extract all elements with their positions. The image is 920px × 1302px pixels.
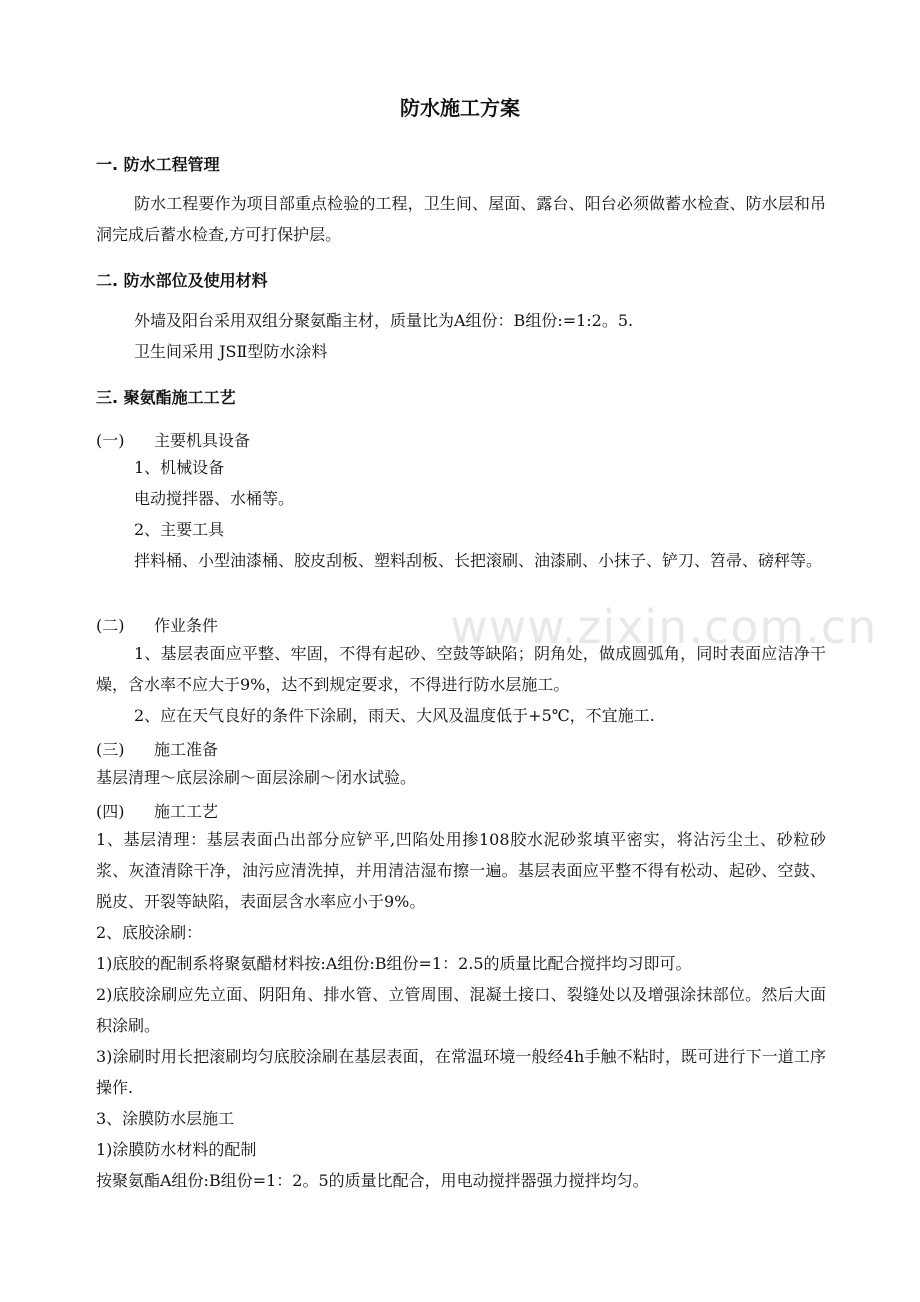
step-2-heading: 2、底胶涂刷： xyxy=(96,923,203,942)
subsection-2-label: 作业条件 xyxy=(154,616,219,635)
preparation-text: 基层清理～底层涂刷～面层涂刷～闭水试验。 xyxy=(96,768,417,787)
subsection-2-heading xyxy=(96,613,218,636)
item-1-heading: 1、机械设备 xyxy=(134,458,225,477)
condition-2-text: 2、应在天气良好的条件下涂刷，雨天、大风及温度低于+5℃，不宜施工. xyxy=(134,706,655,725)
item-2-text: 拌料桶、小型油漆桶、胶皮刮板、塑料刮板、长把滚刷、油漆刷、小抹子、铲刀、笤帚、磅秤等。 xyxy=(134,551,823,570)
item-2-heading: 2、主要工具 xyxy=(134,520,225,539)
subsection-1-heading xyxy=(96,428,250,451)
condition-1-text: 1、基层表面应平整、牢固，不得有起砂、空鼓等缺陷；阴角处，做成圆弧角，同时表面应洁净干燥，含水率不应大于9%，达不到规定要求，不得进行防水层施工。 xyxy=(96,644,826,694)
subsection-4-heading xyxy=(96,799,218,822)
section-1-heading: 一. 防水工程管理 xyxy=(96,155,220,174)
watermark: www.zixin.com.cn xyxy=(450,600,878,654)
step-2-1-text: 1)底胶的配制系将聚氨醋材料按:A组份:B组份=1：2.5的质量比配合搅拌均习即可。 xyxy=(96,954,692,973)
subsection-3-label: 施工准备 xyxy=(154,740,219,759)
step-2-2-text: 2)底胶涂刷应先立面、阴阳角、排水管、立管周围、混凝土接口、裂缝处以及增强涂抹部位。然后大面积涂刷。 xyxy=(96,985,826,1035)
section-2-line-2: 卫生间采用 JSⅡ型防水涂料 xyxy=(134,342,328,361)
subsection-3-number: (三) xyxy=(96,740,125,759)
section-1-paragraph: 防水工程要作为项目部重点检验的工程，卫生间、屋面、露台、阳台必须做蓄水检查、防水层和吊洞完成后蓄水检查,方可打保护层。 xyxy=(96,194,826,244)
subsection-1-number: (一) xyxy=(96,431,125,450)
subsection-4-number: (四) xyxy=(96,802,125,821)
subsection-1-label: 主要机具设备 xyxy=(154,431,251,450)
step-3-heading: 3、涂膜防水层施工 xyxy=(96,1109,235,1128)
step-1-text: 1、基层清理：基层表面凸出部分应铲平,凹陷处用掺108胶水泥砂浆填平密实，将沾污尘土、砂粒砂浆、灰渣清除干净，油污应清洗掉，并用清洁湿布擦一遍。基层表面应平整不得有松动、起砂、空鼓、脱皮、开裂等缺陷，表面层含水率应小于9%。 xyxy=(96,830,826,911)
step-3-1-text: 按聚氨酯A组份:B组份=1：2。5的质量比配合，用电动搅拌器强力搅拌均匀。 xyxy=(96,1171,649,1190)
subsection-3-heading xyxy=(96,737,218,760)
step-2-3-text: 3)涂刷时用长把滚刷均匀底胶涂刷在基层表面，在常温环境一般经4h手触不粘时，既可进行下一道工序操作. xyxy=(96,1047,826,1097)
section-2-line-1: 外墙及阳台采用双组分聚氨酯主材，质量比为A组份：B组份:=1:2。5. xyxy=(134,311,634,330)
item-1-text: 电动搅拌器、水桶等。 xyxy=(134,489,295,508)
subsection-2-number: (二) xyxy=(96,616,125,635)
section-2-heading: 二. 防水部位及使用材料 xyxy=(96,271,268,290)
section-3-heading: 三. 聚氨酯施工工艺 xyxy=(96,388,236,407)
document-title: 防水施工方案 xyxy=(400,96,520,120)
subsection-4-label: 施工工艺 xyxy=(154,802,219,821)
step-3-1-heading: 1)涂膜防水材料的配制 xyxy=(96,1140,257,1159)
